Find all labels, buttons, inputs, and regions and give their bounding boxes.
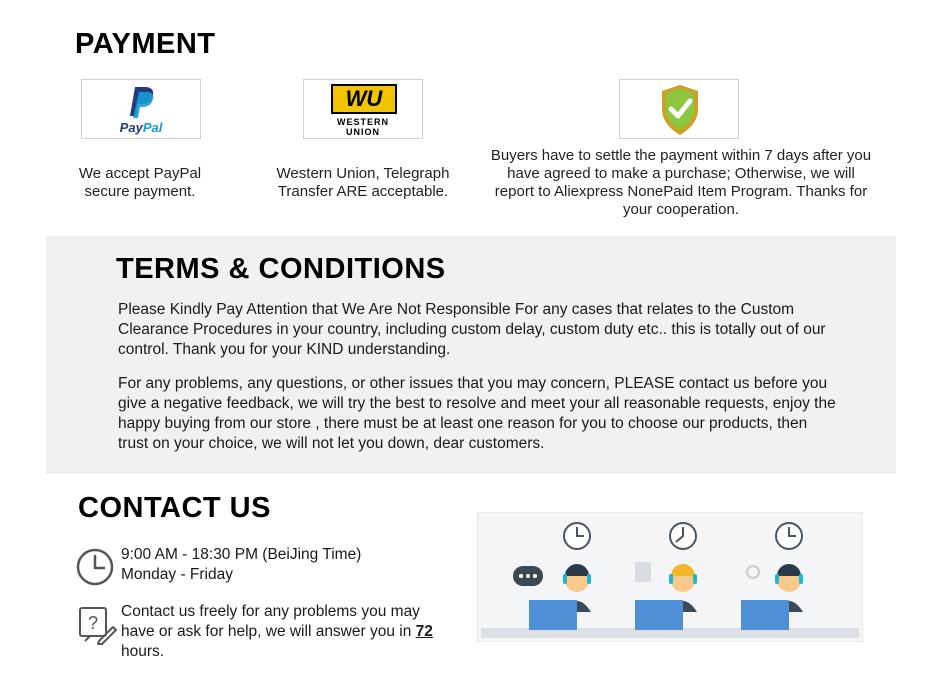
paypal-logo-pal: Pal [142, 120, 163, 135]
terms-paragraph-2: For any problems, any questions, or other issues that you may concern, PLEASE contact us before you give a negative feedback, we will try the best to resolve and meet your all reasonable requests, enjoy the happy buying from our store , there must be at least one reason for you to choose our products, then trust on your choice, we will not let you down, dear customers. [118, 375, 836, 452]
paypal-logo [81, 79, 201, 139]
question-edit-icon [77, 605, 117, 645]
contact-title: CONTACT US [78, 492, 271, 524]
payment-title: PAYMENT [75, 28, 216, 60]
terms-paragraph-1: Please Kindly Pay Attention that We Are Not Responsible For any cases that relates to the Custom Clearance Procedures in your country, including custom delay, custom duty etc.. this is totally out of our control. Thank you for your KIND understanding. [118, 301, 826, 358]
wu-mark: WU [331, 84, 397, 114]
contact-help-suffix: hours. [121, 643, 165, 660]
terms-title: TERMS & CONDITIONS [116, 253, 446, 285]
shield-check-icon [658, 83, 702, 137]
svg-text:?: ? [87, 613, 99, 633]
contact-help-text [121, 602, 451, 662]
western-union-logo [303, 79, 423, 139]
customer-service-illustration [477, 512, 863, 642]
chat-bubble-icon [513, 566, 543, 586]
business-hours-time: 9:00 AM - 18:30 PM (BeiJing Time) [121, 546, 362, 563]
western-union-description: Western Union, Telegraph Transfer ARE acceptable. [276, 165, 450, 200]
paypal-description: We accept PayPal secure payment. [78, 165, 202, 200]
business-hours [121, 545, 451, 585]
contact-help-body: Contact us freely for any problems you may have or ask for help, we will answer you in [121, 603, 420, 640]
secure-shield-logo [619, 79, 739, 139]
paypal-logo-pay: Pay [119, 120, 143, 135]
business-hours-days: Monday - Friday [121, 566, 233, 583]
payment-policy-description: Buyers have to settle the payment within 7 days after you have agreed to make a purchase; Otherwise, we will report to Aliexpress NonePaid Item Program. Thanks for your cooperation. [490, 147, 872, 218]
paypal-icon [130, 85, 156, 119]
clock-icon [75, 547, 115, 587]
response-hours-value: 72 [415, 623, 433, 640]
wu-logo-line1: WESTERN [337, 117, 389, 127]
wu-logo-line2: UNION [346, 127, 380, 137]
